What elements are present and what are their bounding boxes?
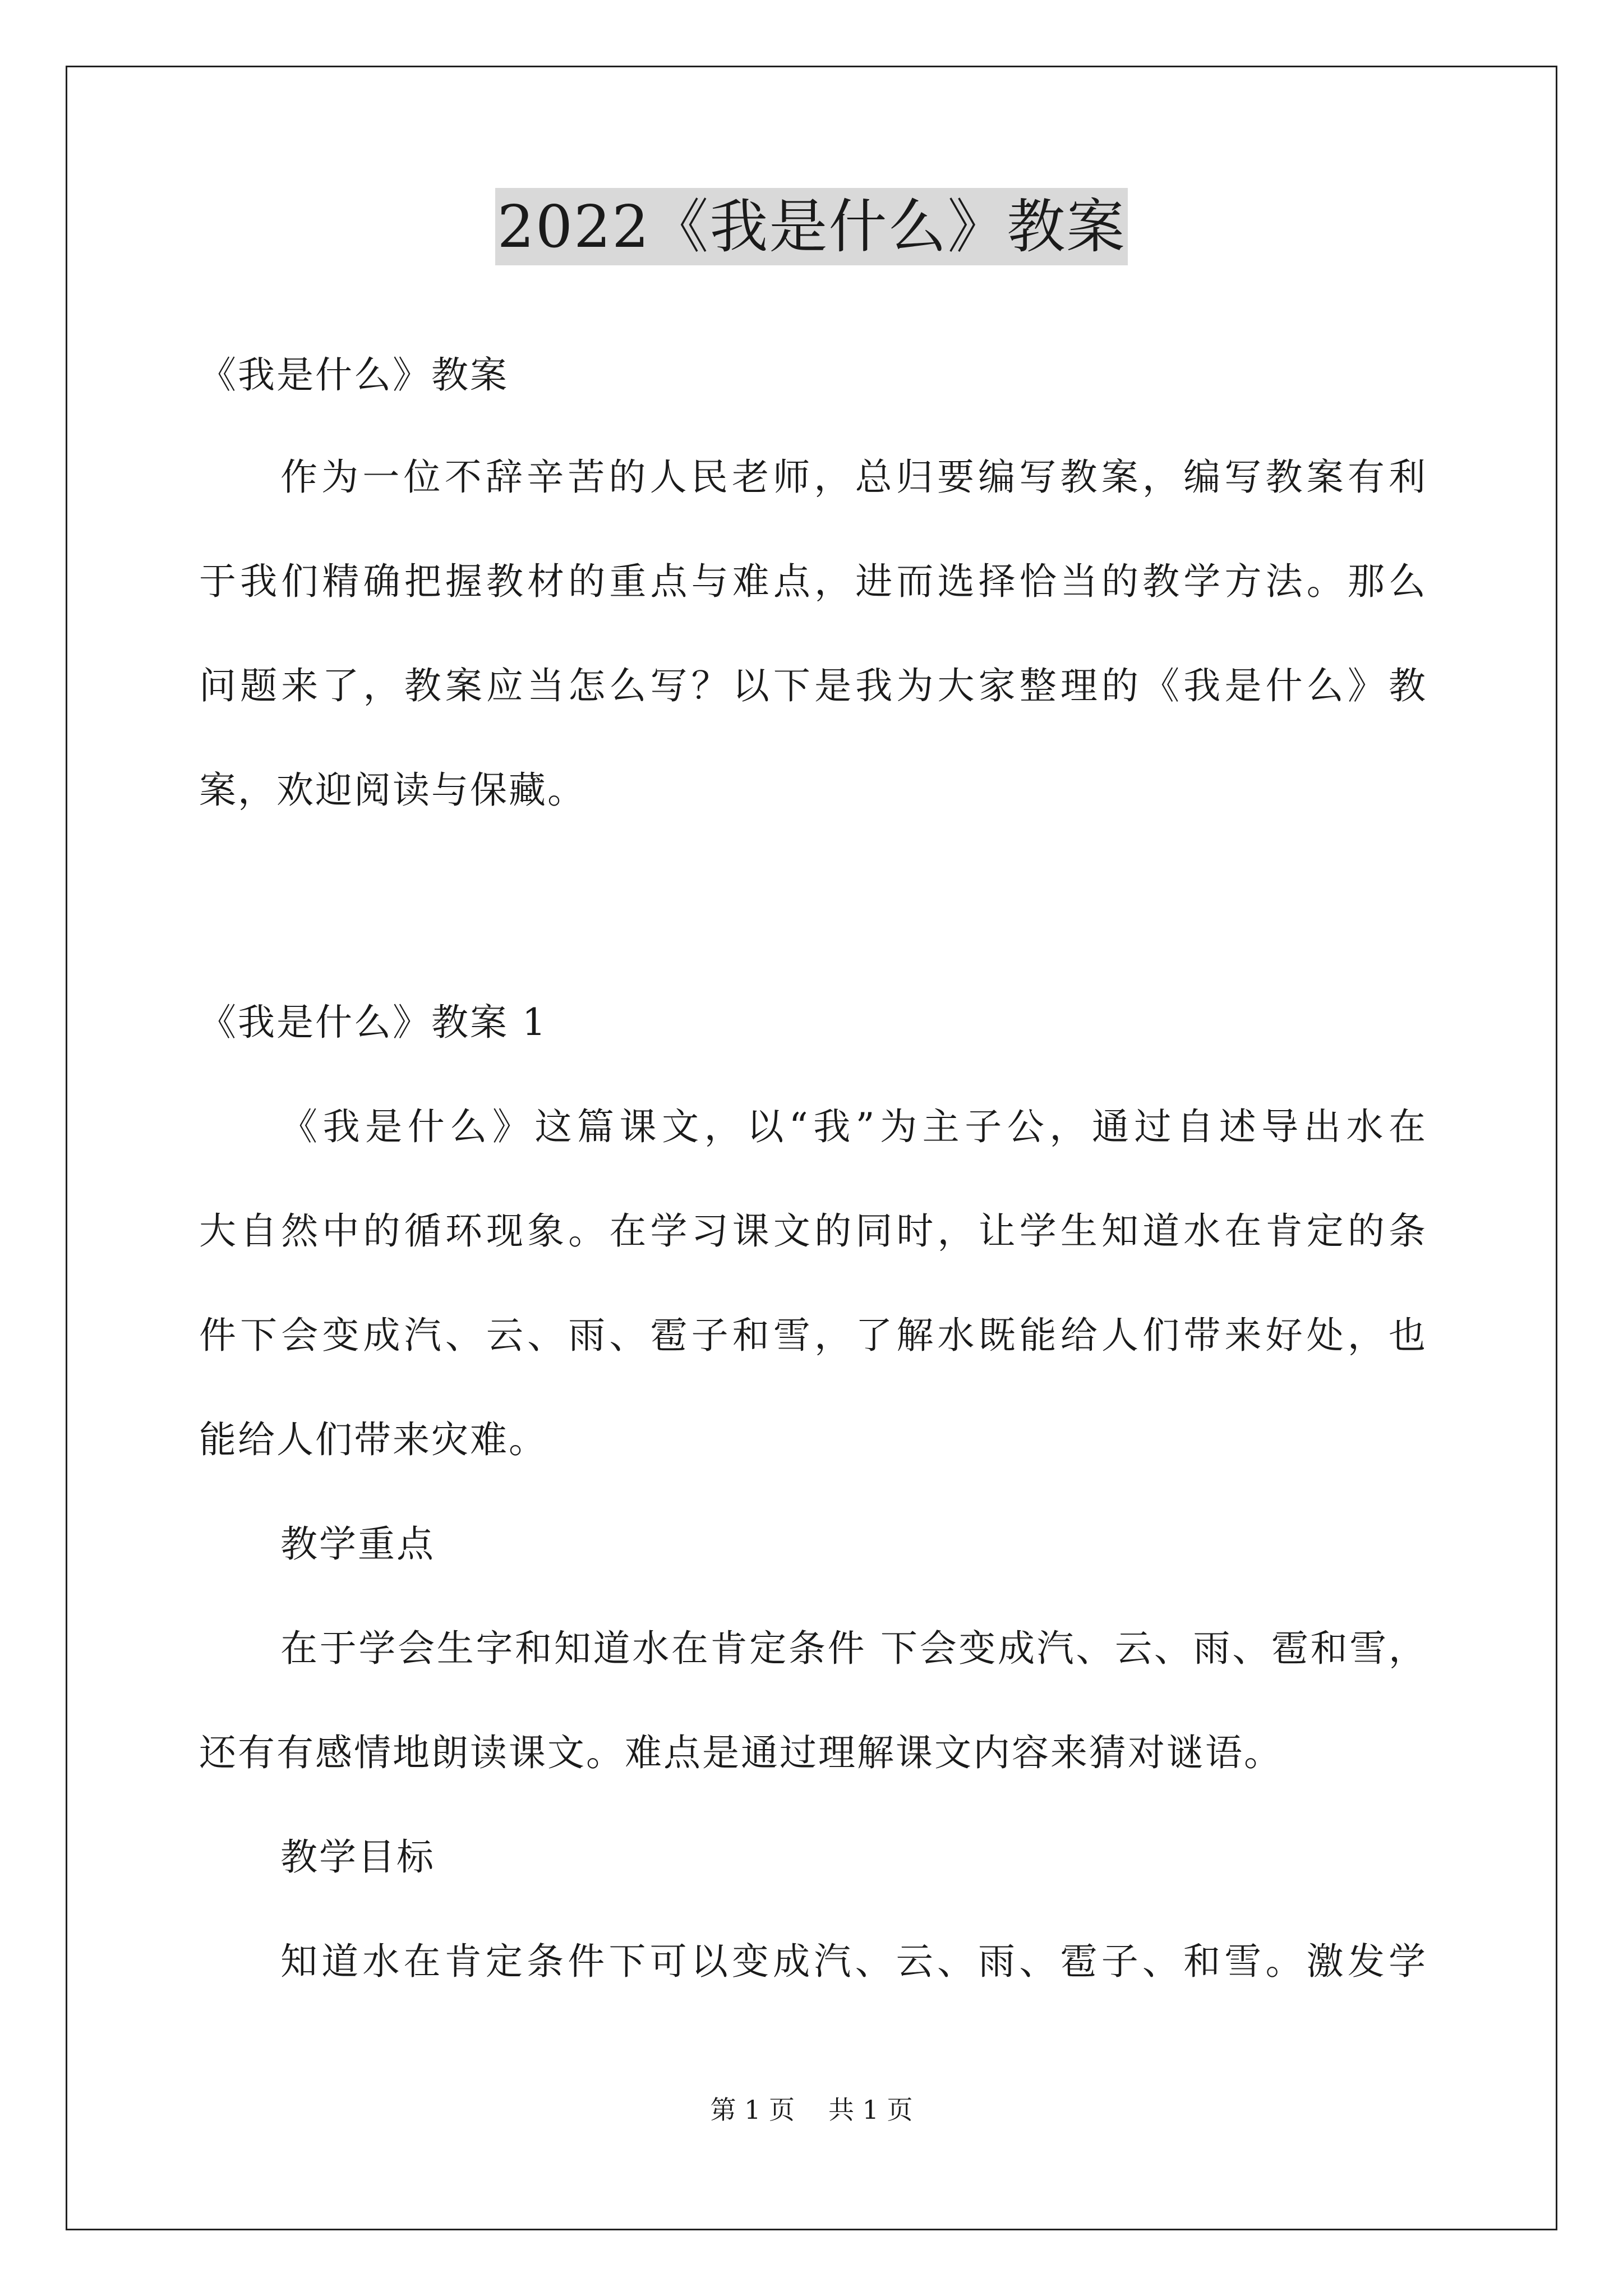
paragraph-line: 《我是什么》这篇课文，以“我”为主子公，通过自述导出水在 xyxy=(280,1105,1427,1148)
paragraph-line: 作为一位不辞辛苦的人民老师，总归要编写教案，编写教案有利 xyxy=(280,455,1427,499)
subheading-teaching-goals: 教学目标 xyxy=(280,1835,435,1879)
paragraph-line: 还有有感情地朗读课文。难点是通过理解课文内容来猜对谜语。 xyxy=(199,1731,1283,1774)
paragraph-line: 问题来了，教案应当怎么写？以下是我为大家整理的《我是什么》教 xyxy=(199,664,1427,707)
paragraph-line: 案，欢迎阅读与保藏。 xyxy=(199,769,586,812)
page-total: 共 1 页 xyxy=(828,2095,913,2125)
section-heading-lesson-1: 《我是什么》教案 1 xyxy=(199,1001,547,1044)
subheading-teaching-focus: 教学重点 xyxy=(280,1522,435,1566)
section-heading-intro: 《我是什么》教案 xyxy=(199,353,509,397)
page-footer xyxy=(0,2097,1623,2123)
paragraph-line: 件下会变成汽、云、雨、雹子和雪，了解水既能给人们带来好处，也 xyxy=(199,1314,1427,1357)
paragraph-line: 知道水在肯定条件下可以变成汽、云、雨、雹子、和雪。激发学 xyxy=(280,1940,1427,1983)
paragraph-line: 于我们精确把握教材的重点与难点，进而选择恰当的教学方法。那么 xyxy=(199,560,1427,603)
page-number: 第 1 页 xyxy=(710,2095,795,2125)
document-title xyxy=(0,192,1623,261)
paragraph-line: 能给人们带来灾难。 xyxy=(199,1418,547,1461)
paragraph-line: 大自然中的循环现象。在学习课文的同时，让学生知道水在肯定的条 xyxy=(199,1209,1427,1253)
paragraph-line: 在于学会生字和知道水在肯定条件 下会变成汽、云、雨、雹和雪， xyxy=(280,1627,1427,1670)
title-highlight: 2022《我是什么》教案 xyxy=(495,188,1128,265)
